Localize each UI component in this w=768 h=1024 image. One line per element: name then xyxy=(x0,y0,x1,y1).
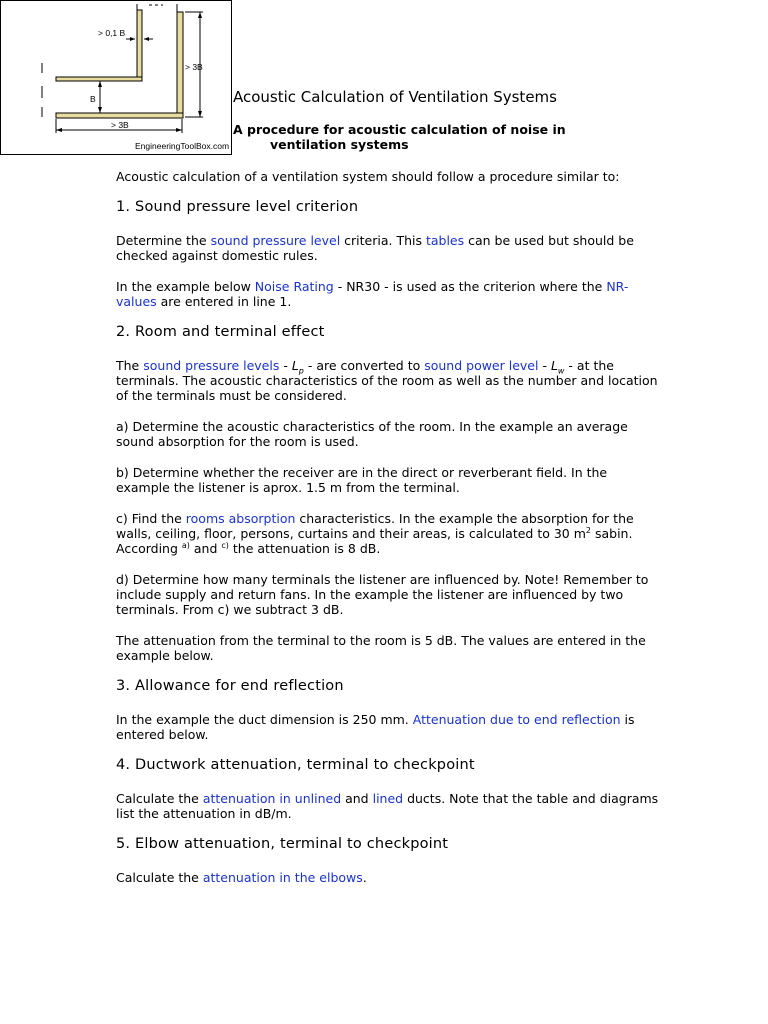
subtitle-line-2: ventilation systems xyxy=(270,137,409,152)
end-reflection-link[interactable]: Attenuation due to end reflection xyxy=(412,712,621,727)
lp-symbol: $L_p$ xyxy=(291,358,304,376)
section-3-heading: 3. Allowance for end reflection xyxy=(116,678,344,694)
gap-label: > 0,1 B xyxy=(98,28,126,38)
height-label: > 3B xyxy=(185,62,203,72)
section-2-paragraph-a: a) Determine the acoustic characteristics of the room. In the example an average sound absorption for the room is used. xyxy=(116,419,628,449)
section-2-paragraph-b: b) Determine whether the receiver are in the direct or reverberant field. In the example the listener is aprox. 1.5 m from the terminal. xyxy=(116,465,608,495)
section-1-heading: 1. Sound pressure level criterion xyxy=(116,199,359,215)
b-label: B xyxy=(90,94,96,104)
section-4-paragraph: Calculate the attenuation in unlined and lined ducts. Note that the table and diagrams list the attenuation in dB/m. xyxy=(116,791,659,821)
section-2-paragraph-c: c) Find the rooms absorption characteristics. In the example the absorption for the walls, ceiling, floor, persons, curtains and their areas, is calculated to 30 $m^2$ sabin. According $^{a)}$ and $^{c)}$ the attenuation is 8 dB. xyxy=(116,511,634,556)
noise-rating-link[interactable]: Noise Rating xyxy=(254,279,334,294)
section-1-paragraph-1: Determine the sound pressure level criteria. This tables can be used but should be checked against domestic rules. xyxy=(116,233,634,263)
duct-diagram xyxy=(1,1,231,154)
lw-symbol: $L_w$ xyxy=(550,358,565,376)
lined-link[interactable]: lined xyxy=(372,791,404,806)
intro-paragraph: Acoustic calculation of a ventilation system should follow a procedure similar to: xyxy=(116,169,620,184)
section-1-paragraph-2: In the example below Noise Rating - NR30 - is used as the criterion where the NR-values are entered in line 1. xyxy=(116,279,629,309)
section-2-paragraph-e: The attenuation from the terminal to the room is 5 dB. The values are entered in the example below. xyxy=(116,633,646,663)
section-4-heading: 4. Ductwork attenuation, terminal to checkpoint xyxy=(116,757,475,773)
section-2-heading: 2. Room and terminal effect xyxy=(116,324,325,340)
elbow-attenuation-link[interactable]: attenuation in the elbows xyxy=(202,870,363,885)
figure-credit: EngineeringToolBox.com xyxy=(135,141,230,151)
unlined-attenuation-link[interactable]: attenuation in unlined xyxy=(202,791,342,806)
section-2-paragraph-1: The sound pressure levels - $L_p$ - are converted to sound power level - $L_w$ - at the terminals. The acoustic characteristics of the room as well as the number and location of the terminals must be considered. xyxy=(116,358,658,403)
section-2-paragraph-d: d) Determine how many terminals the listener are influenced by. Note! Remember to include supply and return fans. In the example the listener are influenced by two terminals. From c) we subtract 3 dB. xyxy=(116,572,649,617)
nr-values-link[interactable]: NR-values xyxy=(116,279,629,309)
article-body xyxy=(116,169,661,901)
page-subtitle xyxy=(233,122,593,152)
rooms-absorption-link[interactable]: rooms absorption xyxy=(185,511,296,526)
duct-diagram-figure xyxy=(0,0,232,155)
page-title: Acoustic Calculation of Ventilation Systems xyxy=(233,88,557,106)
tables-link[interactable]: tables xyxy=(425,233,465,248)
section-3-paragraph: In the example the duct dimension is 250 mm. Attenuation due to end reflection is entered below. xyxy=(116,712,635,742)
sound-pressure-levels-link[interactable]: sound pressure levels xyxy=(143,358,280,373)
section-5-paragraph: Calculate the attenuation in the elbows. xyxy=(116,870,367,885)
sound-pressure-level-link[interactable]: sound pressure level xyxy=(210,233,341,248)
section-5-heading: 5. Elbow attenuation, terminal to checkpoint xyxy=(116,836,449,852)
width-label: > 3B xyxy=(111,120,129,130)
sound-power-level-link[interactable]: sound power level xyxy=(424,358,539,373)
subtitle-line-1: A procedure for acoustic calculation of noise in xyxy=(233,122,566,137)
